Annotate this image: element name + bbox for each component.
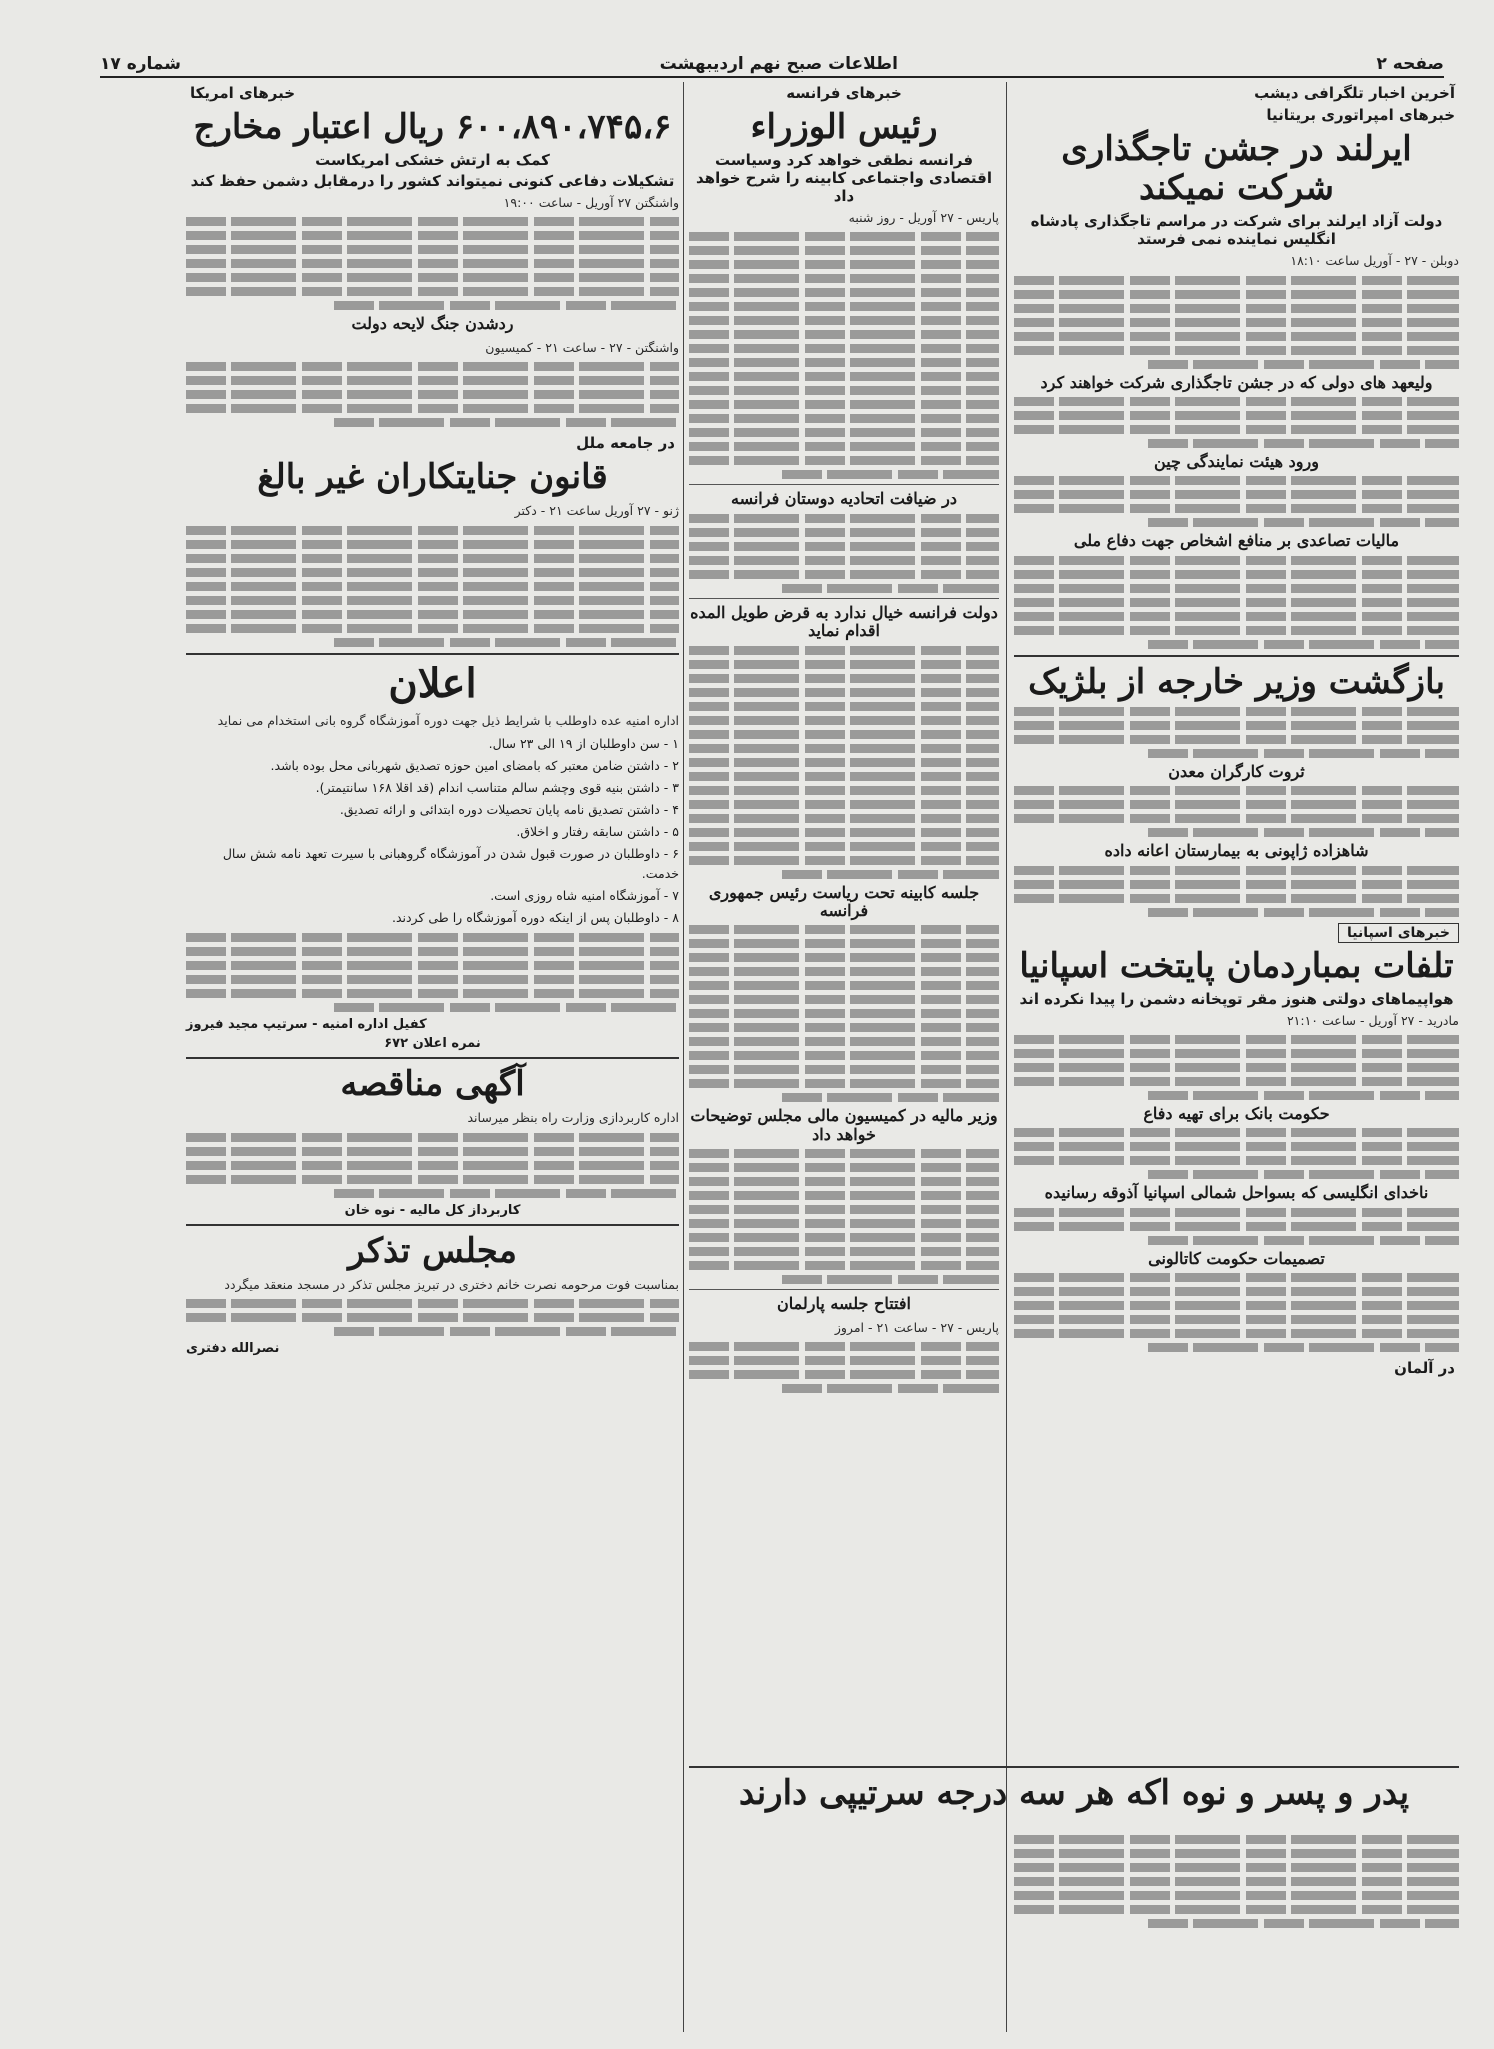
left-headline: ۶۰۰،۸۹۰،۷۴۵،۶ ریال اعتبار مخارج xyxy=(193,107,672,147)
lead-dateline: دوبلن - ۲۷ - آوریل ساعت ۱۸:۱۰ xyxy=(1290,253,1459,269)
ad-item: ۳ - داشتن بنیه قوی وچشم سالم متناسب اندام (قد اقلا ۱۶۸ سانتیمتر). xyxy=(315,780,679,796)
left-big-headline-2: قانون جنایتکاران غیر بالغ xyxy=(257,457,608,498)
ad-item: ۸ - داوطلبان پس از اینکه دوره آموزشگاه را طی کردند. xyxy=(391,910,679,926)
memorial-signature: نصرالله دفتری xyxy=(186,1341,280,1357)
memorial-text: بمناسبت فوت مرحومه نصرت خانم دختری در تبریز مجلس تذکر در مسجد منعقد میگردد xyxy=(224,1276,679,1292)
ad-signature: کفیل اداره امنیه - سرتیپ مجید فیروز xyxy=(186,1017,427,1033)
mid-headline-2: در ضیافت اتحادیه دوستان فرانسه xyxy=(731,489,957,509)
big-headline-2: بازگشت وزیر خارجه از بلژیک xyxy=(1028,661,1445,702)
issue-label: شماره ۱۷ xyxy=(100,54,182,74)
paper-name: اطلاعات صبح نهم اردیبهشت xyxy=(659,54,898,74)
headline-9: تصمیمات حکومت کاتالونی xyxy=(1148,1248,1325,1268)
kicker-section: خبرهای امپراتوری بریتانیا xyxy=(1266,106,1455,124)
ad-item: ۴ - داشتن تصدیق نامه پایان تحصیلات دوره ابتدائی و ارائه تصدیق. xyxy=(339,802,679,818)
ad-item: ۱ - سن داوطلبان از ۱۹ الی ۲۳ سال. xyxy=(488,736,679,752)
headline-7: حکومت بانک برای تهیه دفاع xyxy=(1143,1104,1330,1124)
tender-text: اداره کاربردازی وزارت راه بنظر میرساند xyxy=(467,1110,679,1126)
big-headline-4: پدر و پسر و نوه اکه هر سه درجه سرتیپی دارند xyxy=(738,1773,1410,1813)
left-kicker: خبرهای امریکا xyxy=(190,84,296,102)
column-divider xyxy=(1006,82,1007,2032)
column-divider xyxy=(683,82,684,2032)
tender-footer: کاربرداز کل مالیه - نوه خان xyxy=(344,1202,521,1218)
mid-headline-5: وزیر مالیه در کمیسیون مالی مجلس توضیحات خواهد داد xyxy=(690,1106,998,1144)
headline-5: ثروت کارگران معدن xyxy=(1168,761,1305,781)
big-headline-3: تلفات بمباردمان پایتخت اسپانیا xyxy=(1019,945,1454,986)
ad-item: ۷ - آموزشگاه امنیه شاه روزی است. xyxy=(490,888,679,904)
left-subkicker: کمک به ارتش خشکی امریکاست xyxy=(315,151,550,170)
left-dateline-3: ژنو - ۲۷ آوریل ساعت ۲۱ - دکتر xyxy=(514,503,679,519)
page-label: صفحه ۲ xyxy=(1376,54,1444,74)
kicker-top: آخرین اخبار تلگرافی دیشب xyxy=(1254,84,1455,102)
headline-6: شاهزاده ژاپونی به بیمارستان اعانه داده xyxy=(1104,841,1369,861)
middle-column xyxy=(689,82,999,1398)
mid-subheadline: فرانسه نطقی خواهد کرد وسیاست اقتصادی واجتماعی کابینه را شرح خواهد داد xyxy=(696,151,992,206)
mid-dateline-last: پاریس - ۲۷ - ساعت ۲۱ - امروز xyxy=(834,1319,999,1335)
germany-body xyxy=(1014,1830,1459,1933)
mid-headline-6: افتتاح جلسه پارلمان xyxy=(777,1294,911,1314)
memorial-title: مجلس تذکر xyxy=(348,1230,517,1271)
tender-title: آگهی مناقصه xyxy=(340,1064,525,1105)
mid-headline: رئیس الوزراء xyxy=(750,107,938,147)
ad-item: ۵ - داشتن سابقه رفتار و اخلاق. xyxy=(516,824,679,840)
mid-dateline: پاریس - ۲۷ آوریل - روز شنبه xyxy=(848,210,999,226)
kicker-germany: در آلمان xyxy=(1394,1359,1455,1378)
left-dateline-2: واشنگتن - ۲۷ - ساعت ۲۱ - کمیسیون xyxy=(485,339,679,355)
mid-kicker: خبرهای فرانسه xyxy=(786,84,902,102)
left-subheadline: تشکیلات دفاعی کنونی نمیتواند کشور را درمقابل دشمن حفظ کند xyxy=(190,172,675,191)
ad-intro: اداره امنیه عده داوطلب با شرایط ذیل جهت دوره آموزشگاه گروه بانی استخدام می نماید xyxy=(217,712,679,728)
left-column xyxy=(186,82,679,1360)
lead-article xyxy=(1014,251,1459,368)
mid-headline-3: دولت فرانسه خیال ندارد به قرض طویل المده اقدام نماید xyxy=(690,602,998,641)
left-section-2: در جامعه ملل xyxy=(576,434,675,453)
ad-item: ۲ - داشتن ضامن معتبر که بامضای امین حوزه تصدیق شهربانی محل بوده باشد. xyxy=(270,758,679,774)
lead-subheadline: دولت آزاد ایرلند برای شرکت در مراسم تاجگذاری پادشاه انگلیس نماینده نمی فرستد xyxy=(1030,212,1443,249)
lead-headline: ایرلند در جشن تاجگذاری شرکت نمیکند xyxy=(1061,129,1412,209)
mid-headline-4: جلسه کابینه تحت ریاست رئیس جمهوری فرانسه xyxy=(708,882,980,921)
left-headline-2: ردشدن جنگ لایحه دولت xyxy=(351,314,514,334)
right-column xyxy=(1014,82,1459,1379)
page-header xyxy=(100,52,1444,78)
spain-sub: هواپیماهای دولتی هنوز مقر توپخانه دشمن را پیدا نکرده اند xyxy=(1019,989,1454,1008)
ad-title: اعلان xyxy=(388,659,477,707)
headline-2: ولیعهد های دولی که در جشن تاجگذاری شرکت خواهند کرد xyxy=(1040,372,1433,392)
ad-list xyxy=(186,734,679,928)
ad-number: نمره اعلان ۶۷۲ xyxy=(384,1036,481,1052)
spain-dateline: مادرید - ۲۷ آوریل - ساعت ۲۱:۱۰ xyxy=(1286,1012,1459,1028)
headline-8: ناخدای انگلیسی که بسواحل شمالی اسپانیا آذوقه رسانیده xyxy=(1044,1183,1429,1203)
headline-4: مالیات تصاعدی بر منافع اشخاص جهت دفاع ملی xyxy=(1073,531,1400,551)
kicker-spain: خبرهای اسپانیا xyxy=(1338,923,1459,943)
headline-3: ورود هیئت نمایندگی چین xyxy=(1154,451,1319,471)
germany-story xyxy=(689,1760,1459,1817)
ad-item: ۶ - داوطلبان در صورت قبول شدن در آموزشگاه گروهبانی با سیرت تعهد نامه شش سال خدمت. xyxy=(222,846,679,882)
left-dateline: واشنگتن ۲۷ آوریل - ساعت ۱۹:۰۰ xyxy=(503,195,679,211)
